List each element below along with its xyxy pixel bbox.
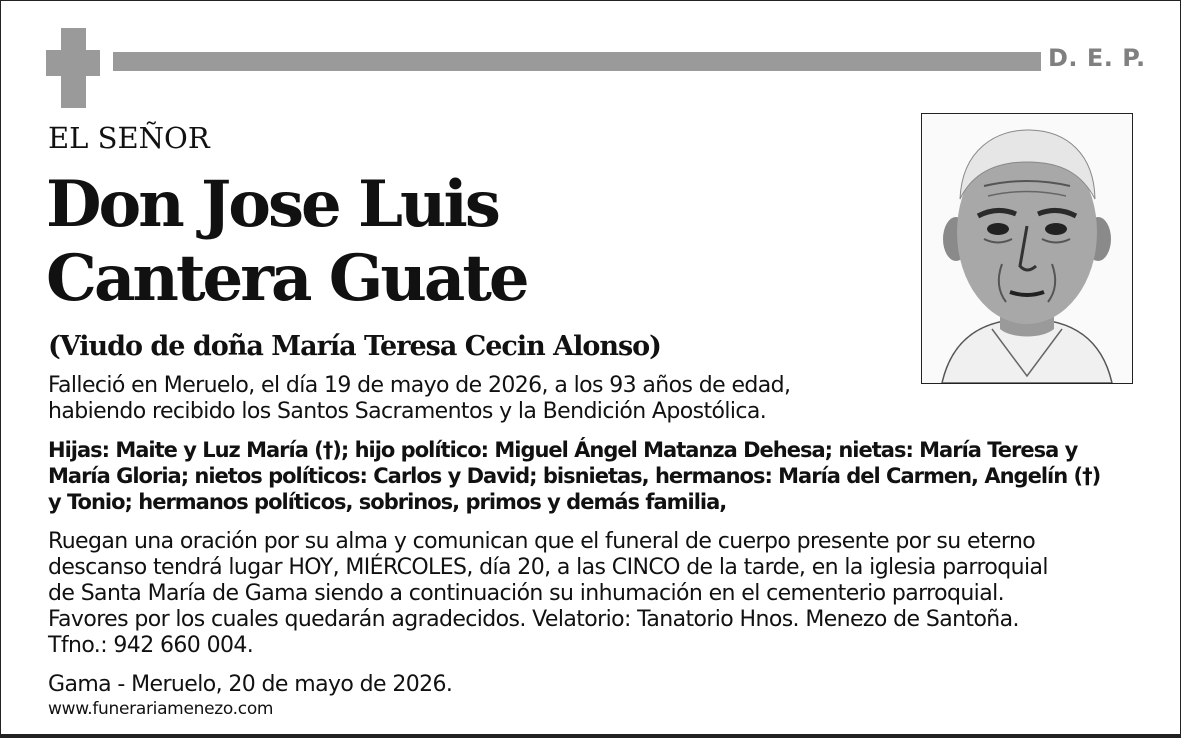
deceased-name-line1: Don Jose Luis [46,167,498,242]
family-line: María Gloria; nietos políticos: Carlos y David; bisnietas, hermanos: María del Carmen, Angelín (†) [48,464,1101,488]
place-date: Gama - Meruelo, 20 de mayo de 2026. [48,672,453,697]
family-line: Hijas: Maite y Luz María (†); hijo político: Miguel Ángel Matanza Dehesa; nietas: María Teresa y [48,438,1078,462]
prayer-line: Tfno.: 942 660 004. [48,633,254,658]
portrait-photo [921,113,1133,384]
prayer-line: de Santa María de Gama siendo a continuación su inhumación en el cementerio parroquial. [48,581,1004,606]
prayer-line: Ruegan una oración por su alma y comunican que el funeral de cuerpo presente por su eterno [48,529,1036,554]
header-rule [113,52,1041,71]
widow-note: (Viudo de doña María Teresa Cecin Alonso) [48,331,661,362]
family-line: y Tonio; hermanos políticos, sobrinos, primos y demás familia, [48,490,727,514]
prayer-line: descanso tendrá lugar HOY, MIÉRCOLES, día 20, a las CINCO de la tarde, en la iglesia parroquial [48,555,1048,580]
prayer-notice [48,529,1048,659]
dep-label: D. E. P. [1048,44,1146,72]
family-list [48,437,1100,515]
website-link[interactable]: www.funerariamenezo.com [48,699,274,719]
deceased-name [46,168,527,316]
death-line: habiendo recibido los Santos Sacramentos y la Bendición Apostólica. [48,399,767,424]
title-prefix: EL SEÑOR [48,121,210,155]
bottom-rule [0,734,1181,738]
prayer-line: Favores por los cuales quedarán agradecidos. Velatorio: Tanatorio Hnos. Menezo de Santoña. [48,607,1019,632]
death-notice [48,373,790,425]
death-line: Falleció en Meruelo, el día 19 de mayo de 2026, a los 93 años de edad, [48,373,791,398]
deceased-name-line2: Cantera Guate [46,241,527,316]
